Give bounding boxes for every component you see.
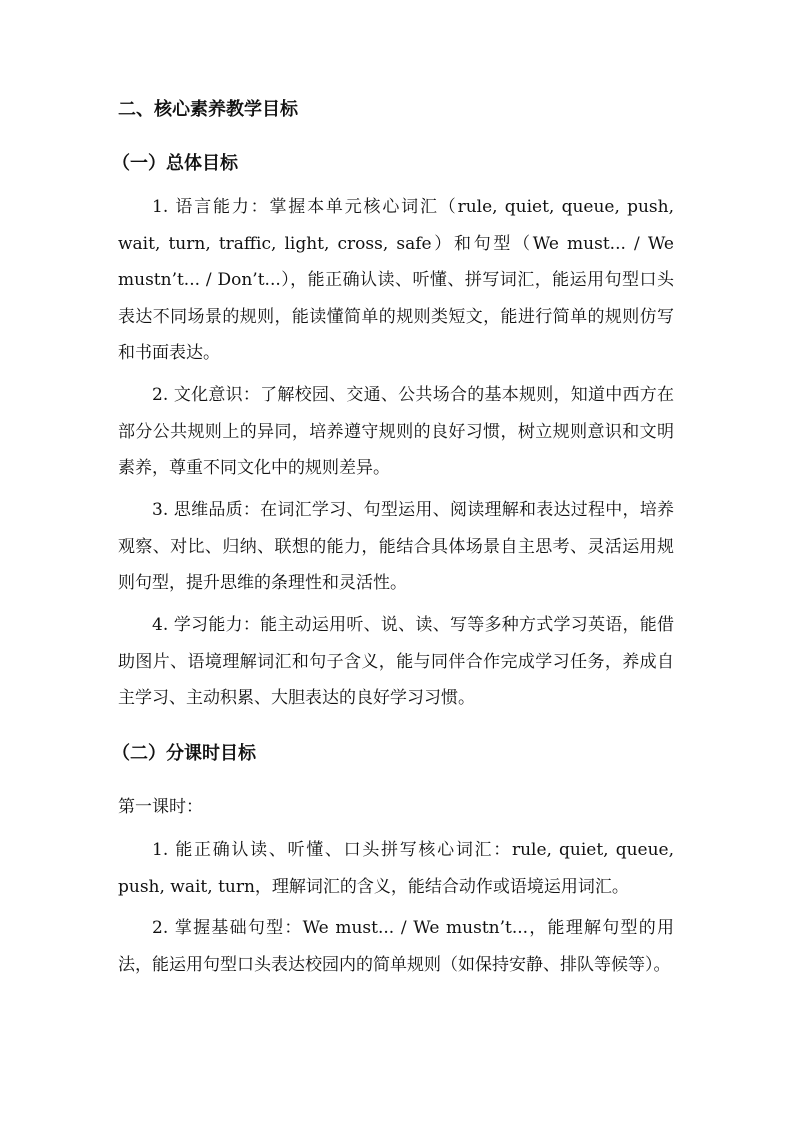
overall-goals-heading: （一）总体目标	[112, 153, 238, 174]
lesson-goals-heading: （二）分课时目标	[112, 743, 256, 764]
section-title: 二、核心素养教学目标	[118, 99, 298, 120]
goal-language-ability: 1. 语言能力：掌握本单元核心词汇（rule, quiet, queue, push, wait, turn, traffic, light, cross, safe）和句型（We must... / We mustn’t... / Don’t...），能正确认读、听懂、拼写词汇，能运用句型口头表达不同场景的规则，能读懂简单的规则类短文，能进行简单的规则仿写和书面表达。	[118, 197, 674, 363]
goal-learning-ability: 4. 学习能力：能主动运用听、说、读、写等多种方式学习英语，能借助图片、语境理解词汇和句子含义，能与同伴合作完成学习任务，养成自主学习、主动积累、大胆表达的良好学习习惯。	[118, 615, 674, 708]
lesson1-goal-sentence-patterns: 2. 掌握基础句型：We must... / We mustn’t...，能理解句型的用法，能运用句型口头表达校园内的简单规则（如保持安静、排队等候等）。	[118, 918, 674, 975]
goal-cultural-awareness: 2. 文化意识：了解校园、交通、公共场合的基本规则，知道中西方在部分公共规则上的异同，培养遵守规则的良好习惯，树立规则意识和文明素养，尊重不同文化中的规则差异。	[118, 385, 674, 478]
goal-thinking-quality: 3. 思维品质：在词汇学习、句型运用、阅读理解和表达过程中，培养观察、对比、归纳、联想的能力，能结合具体场景自主思考、灵活运用规则句型，提升思维的条理性和灵活性。	[118, 500, 674, 593]
first-lesson-label: 第一课时：	[118, 797, 203, 817]
lesson1-goal-vocabulary: 1. 能正确认读、听懂、口头拼写核心词汇：rule, quiet, queue, push, wait, turn，理解词汇的含义，能结合动作或语境运用词汇。	[118, 840, 674, 897]
